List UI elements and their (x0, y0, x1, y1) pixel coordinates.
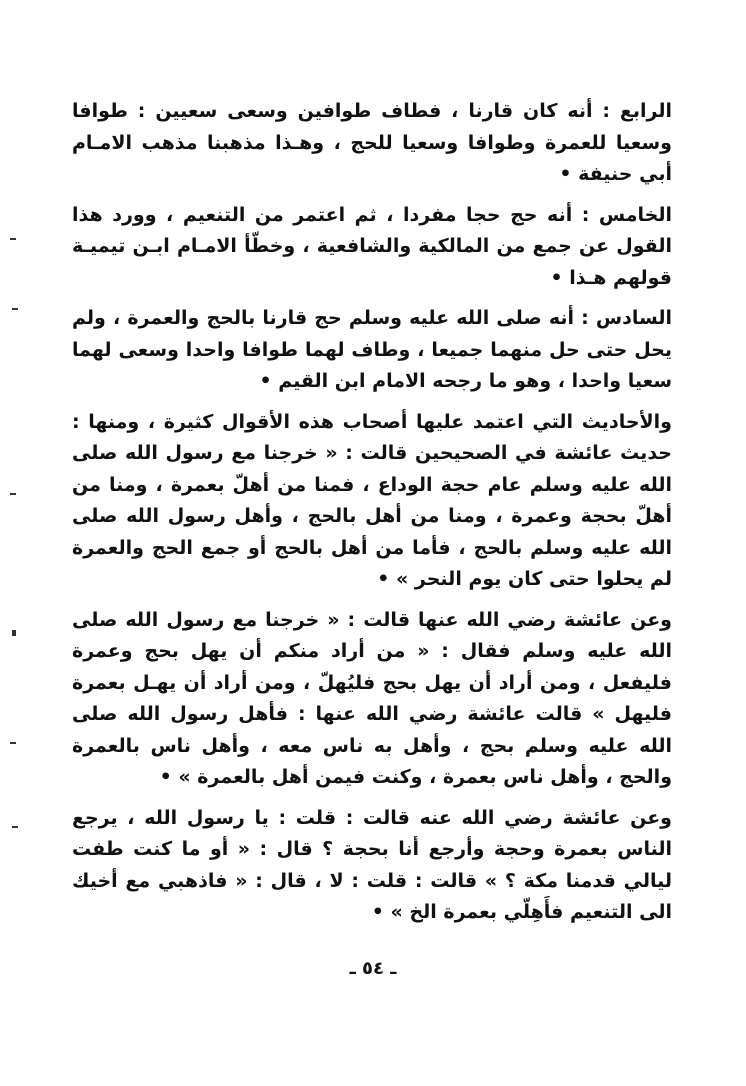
margin-mark (10, 493, 16, 495)
paragraph-hadith-sahihayn: والأحاديث التي اعتمد عليها أصحاب هذه الأقوال كثيرة ، ومنها : حديث عائشة في الصحيحين قالت : « خرجنا مع رسول الله صلى الله عليه وسلم عام حجة الوداع ، فمنا من أهلّ بعمرة ، ومنا من أهلّ بحجة وعمرة ، ومنا من أهل بالحج ، وأهل رسول الله صلى الله عليه وسلم بالحج ، فأما من أهل بالحج أو جمع الحج والعمرة لم يحلوا حتى كان يوم النحر » • (72, 410, 672, 590)
margin-mark (12, 308, 18, 310)
margin-mark (10, 238, 16, 240)
page-number: ـ ٥٤ ـ (349, 958, 397, 979)
paragraph-hadith-aisha-2: وعن عائشة رضي الله عنه قالت : قلت : يا رسول الله ، يرجع الناس بعمرة وحجة وأرجع أنا بحجة ؟ قال : « أو ما كنت طفت ليالي قدمنا مكة ؟ » قالت : قلت : لا ، قال : « فاذهبي مع أخيك الى التنعيم فأَهِلّي بعمرة الخ » • (72, 806, 672, 923)
body-text (72, 96, 672, 929)
margin-mark (10, 742, 16, 744)
paragraph-sixth-opinion: السادس : أنه صلى الله عليه وسلم حج قارنا بالحج والعمرة ، ولم يحل حتى حل منهما جميعا ، وطاف لهما طوافا واحدا وسعى لهما سعيا واحدا ، وهو ما رجحه الامام ابن القيم • (72, 307, 672, 392)
margin-mark (12, 826, 18, 828)
paragraph-fifth-opinion: الخامس : أنه حج حجا مفردا ، ثم اعتمر من التنعيم ، وورد هذا القول عن جمع من المالكية والشافعية ، وخطّأ الامـام ابـن تيميـة قولهم هـذا • (72, 203, 672, 289)
margin-mark (12, 630, 16, 636)
paragraph-fourth-opinion: الرابع : أنه كان قارنا ، فطاف طوافين وسعى سعيين : طوافا وسعيا للعمرة وطوافا وسعيا للحج ، وهـذا مذهبنا مذهب الامـام أبي حنيفة • (72, 100, 672, 185)
paragraph-hadith-aisha-1: وعن عائشة رضي الله عنها قالت : « خرجنا مع رسول الله صلى الله عليه وسلم فقال : « من أراد منكم أن يهل بحج وعمرة فليفعل ، ومن أراد أن يهل بحج فليُهلّ ، ومن أراد أن يهـل بعمرة فليهل » قالت عائشة رضي الله عنها : فأهل رسول الله صلى الله عليه وسلم بحج ، وأهل به ناس معه ، وأهل ناس بالعمرة والحج ، وأهل ناس بعمرة ، وكنت فيمن أهل بالعمرة » • (72, 608, 672, 788)
